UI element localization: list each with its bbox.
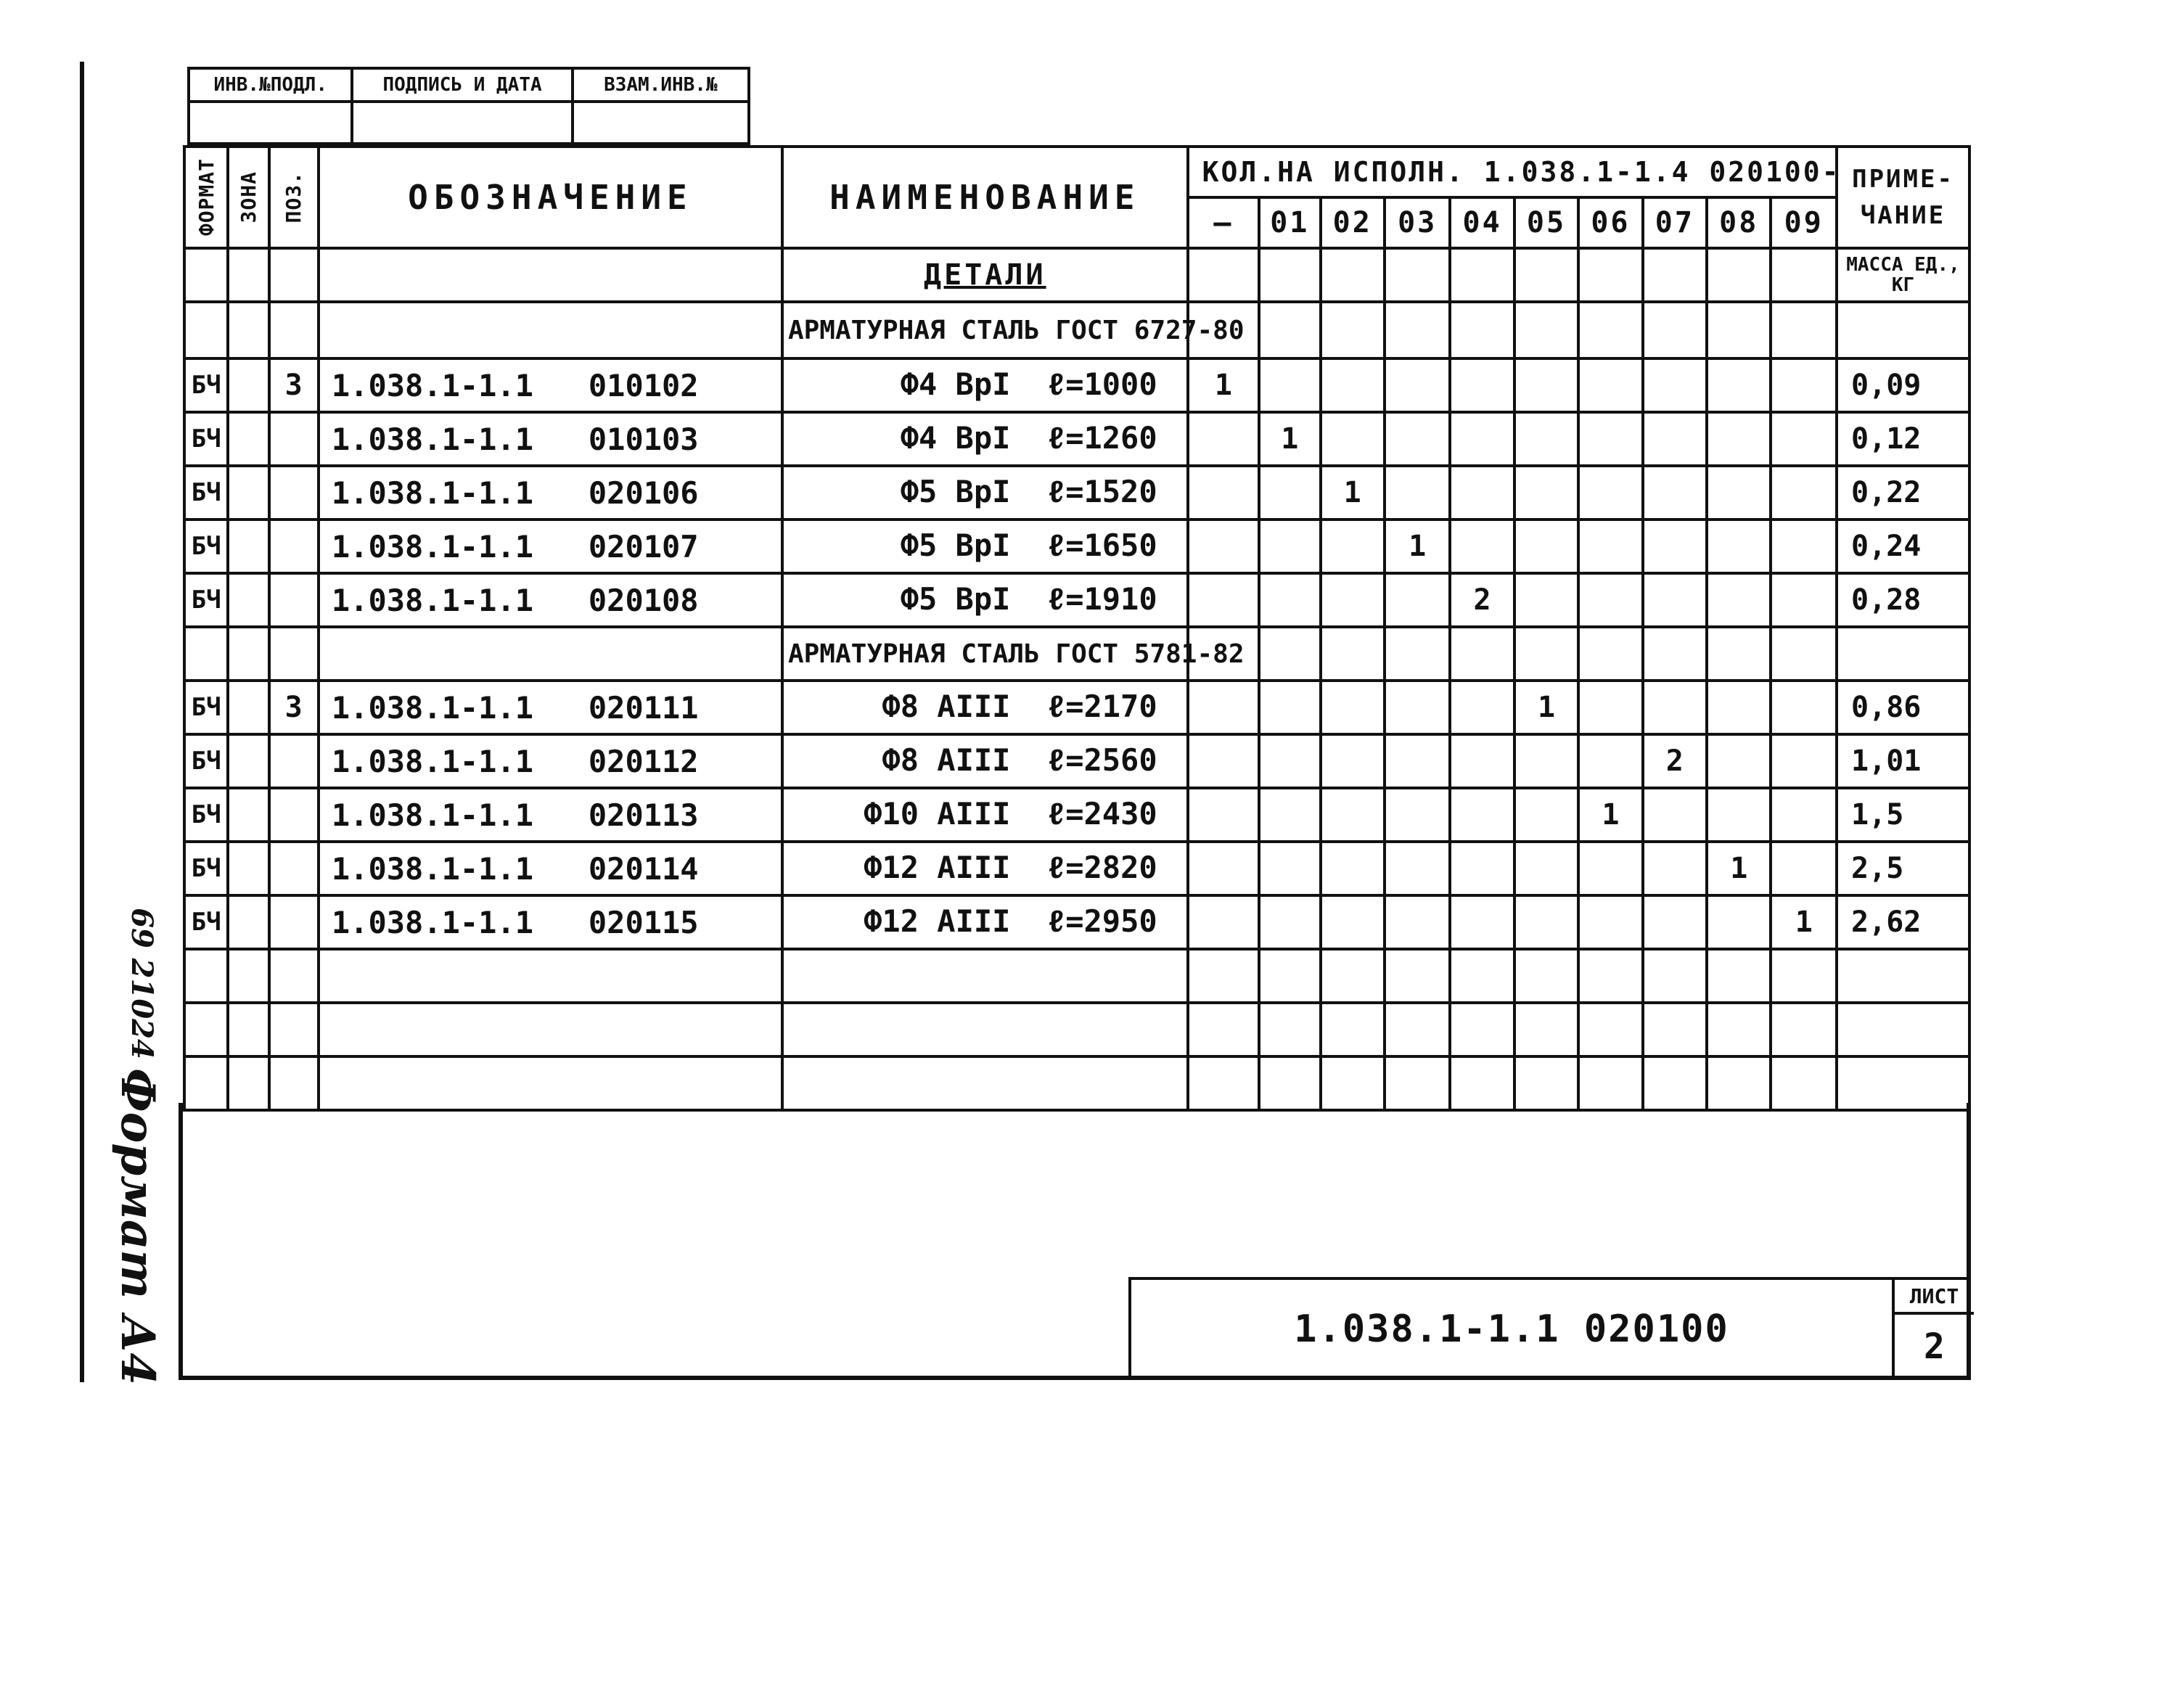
section-details-row <box>184 248 1969 302</box>
row-qty-empty <box>1259 681 1320 734</box>
row-qty-empty <box>1707 358 1771 412</box>
row-qty-empty <box>1771 573 1837 627</box>
row-qty-empty <box>1771 466 1837 520</box>
row-qty-empty <box>1450 842 1514 895</box>
row-qty-empty <box>1707 788 1771 842</box>
row-pos <box>269 734 319 788</box>
header-note-text: ПРИМЕ-ЧАНИЕ <box>1852 165 1954 230</box>
row-qty-empty <box>1514 573 1578 627</box>
row-mass: 0,09 <box>1837 358 1969 412</box>
row-mass: 1,01 <box>1837 734 1969 788</box>
row-qty-empty <box>1188 895 1259 949</box>
row-qty-empty <box>1707 412 1771 466</box>
row-qty-empty <box>1259 466 1320 520</box>
row-designation: 1.038.1-1.1 020107 <box>319 520 782 573</box>
section-details-text: ДЕТАЛИ <box>924 258 1046 292</box>
row-qty-empty <box>1450 520 1514 573</box>
row-format: БЧ <box>184 681 228 734</box>
row-format: БЧ <box>184 788 228 842</box>
header-note <box>1837 147 1969 248</box>
row-qty-empty <box>1578 358 1642 412</box>
row-zone <box>228 895 268 949</box>
row-qty-empty <box>1385 842 1450 895</box>
row-qty-empty <box>1188 734 1259 788</box>
header-variant-04: 04 <box>1450 197 1514 248</box>
stamp-inv-value <box>189 102 352 144</box>
row-designation: 1.038.1-1.1 020106 <box>319 466 782 520</box>
row-qty-empty <box>1450 895 1514 949</box>
row-qty-empty <box>1259 895 1320 949</box>
header-zone: ЗОНА <box>228 147 268 248</box>
row-qty-empty <box>1578 734 1642 788</box>
empty-row <box>184 1003 1969 1056</box>
row-zone <box>228 788 268 842</box>
row-mass: 2,62 <box>1837 895 1969 949</box>
row-name: Ф4 ВрI ℓ=1000 <box>782 358 1188 412</box>
row-qty-empty <box>1259 573 1320 627</box>
row-qty-empty <box>1321 895 1385 949</box>
sheet-box <box>1892 1280 1974 1379</box>
row-qty-empty <box>1385 573 1450 627</box>
row-qty-empty <box>1188 412 1259 466</box>
header-format: ФОРМАТ <box>184 147 228 248</box>
table-row <box>184 788 1969 842</box>
table-row <box>184 842 1969 895</box>
row-qty-empty <box>1259 842 1320 895</box>
row-qty-empty <box>1259 358 1320 412</box>
row-qty-empty <box>1707 895 1771 949</box>
row-qty-empty <box>1771 842 1837 895</box>
row-qty-empty <box>1514 788 1578 842</box>
row-format: БЧ <box>184 895 228 949</box>
header-variant-base: – <box>1188 197 1259 248</box>
frame-bottom-border <box>179 1376 1971 1380</box>
table-row <box>184 520 1969 573</box>
row-qty-empty <box>1578 842 1642 895</box>
row-format: БЧ <box>184 466 228 520</box>
row-zone <box>228 573 268 627</box>
row-qty-empty <box>1321 412 1385 466</box>
row-qty-empty <box>1707 734 1771 788</box>
row-qty-empty <box>1385 412 1450 466</box>
row-qty: 1 <box>1578 788 1642 842</box>
row-qty-empty <box>1514 895 1578 949</box>
row-pos: 3 <box>269 358 319 412</box>
row-format: БЧ <box>184 412 228 466</box>
row-qty-empty <box>1321 573 1385 627</box>
row-qty-empty <box>1188 842 1259 895</box>
table-row <box>184 358 1969 412</box>
stamp-replace-label: ВЗАМ.ИНВ.№ <box>573 68 749 102</box>
row-qty-empty <box>1643 573 1707 627</box>
row-zone <box>228 734 268 788</box>
row-designation: 1.038.1-1.1 020115 <box>319 895 782 949</box>
row-qty-empty <box>1771 520 1837 573</box>
row-mass: 0,24 <box>1837 520 1969 573</box>
section-steel-b: АРМАТУРНАЯ СТАЛЬ ГОСТ 5781-82 <box>782 627 1188 681</box>
row-format: БЧ <box>184 842 228 895</box>
section-steel-b-row <box>184 627 1969 681</box>
row-qty-empty <box>1450 358 1514 412</box>
row-name: Ф5 ВрI ℓ=1910 <box>782 573 1188 627</box>
row-qty: 1 <box>1188 358 1259 412</box>
stamp-replace-value <box>573 102 749 144</box>
row-qty: 1 <box>1259 412 1320 466</box>
row-pos <box>269 466 319 520</box>
row-format: БЧ <box>184 358 228 412</box>
row-qty: 1 <box>1385 520 1450 573</box>
row-qty-empty <box>1643 788 1707 842</box>
row-pos: 3 <box>269 681 319 734</box>
row-zone <box>228 358 268 412</box>
row-mass: 2,5 <box>1837 842 1969 895</box>
row-qty-empty <box>1643 895 1707 949</box>
row-qty-empty <box>1385 734 1450 788</box>
row-qty-empty <box>1771 788 1837 842</box>
row-mass: 0,28 <box>1837 573 1969 627</box>
row-zone <box>228 681 268 734</box>
row-zone <box>228 466 268 520</box>
row-qty: 1 <box>1707 842 1771 895</box>
header-row-1 <box>184 147 1969 197</box>
margin-format-note: Формат А4 <box>110 1067 165 1385</box>
row-qty-empty <box>1514 466 1578 520</box>
header-mass-text: МАССА ЕД., КГ <box>1846 254 1960 296</box>
row-name: Ф8 АIII ℓ=2170 <box>782 681 1188 734</box>
section-steel-a-row <box>184 302 1969 358</box>
row-mass: 0,86 <box>1837 681 1969 734</box>
row-qty-empty <box>1188 520 1259 573</box>
empty-row <box>184 949 1969 1003</box>
row-qty-empty <box>1450 788 1514 842</box>
row-qty: 2 <box>1450 573 1514 627</box>
stamp-signature-value <box>352 102 572 144</box>
row-name: Ф4 ВрI ℓ=1260 <box>782 412 1188 466</box>
row-designation: 1.038.1-1.1 010103 <box>319 412 782 466</box>
row-pos <box>269 520 319 573</box>
row-qty-empty <box>1578 681 1642 734</box>
row-qty-empty <box>1707 573 1771 627</box>
row-qty-empty <box>1707 466 1771 520</box>
row-name: Ф5 ВрI ℓ=1650 <box>782 520 1188 573</box>
row-mass: 1,5 <box>1837 788 1969 842</box>
stamp-signature-label: ПОДПИСЬ И ДАТА <box>352 68 572 102</box>
row-zone <box>228 520 268 573</box>
row-mass: 0,22 <box>1837 466 1969 520</box>
stamp-inv-label: ИНВ.№ПОДЛ. <box>189 68 352 102</box>
row-qty-empty <box>1450 466 1514 520</box>
row-qty-empty <box>1514 358 1578 412</box>
header-designation: ОБОЗНАЧЕНИЕ <box>319 147 782 248</box>
row-qty-empty <box>1771 412 1837 466</box>
row-designation: 1.038.1-1.1 020108 <box>319 573 782 627</box>
row-qty-empty <box>1578 520 1642 573</box>
row-qty: 1 <box>1771 895 1837 949</box>
table-row <box>184 412 1969 466</box>
row-designation: 1.038.1-1.1 020112 <box>319 734 782 788</box>
header-variant-07: 07 <box>1643 197 1707 248</box>
header-name: НАИМЕНОВАНИЕ <box>782 147 1188 248</box>
row-qty-empty <box>1643 520 1707 573</box>
margin-archive-code: 69 21024 <box>124 907 159 1059</box>
row-qty-empty <box>1321 358 1385 412</box>
row-qty-empty <box>1450 734 1514 788</box>
row-qty-empty <box>1259 734 1320 788</box>
row-qty-empty <box>1578 895 1642 949</box>
row-qty-empty <box>1643 412 1707 466</box>
row-qty-empty <box>1643 681 1707 734</box>
section-steel-a: АРМАТУРНАЯ СТАЛЬ ГОСТ 6727-80 <box>782 302 1188 358</box>
table-row <box>184 734 1969 788</box>
row-qty-empty <box>1385 358 1450 412</box>
header-variant-06: 06 <box>1578 197 1642 248</box>
row-qty-empty <box>1321 734 1385 788</box>
row-qty: 2 <box>1643 734 1707 788</box>
row-format: БЧ <box>184 573 228 627</box>
table-row <box>184 573 1969 627</box>
empty-row <box>184 1056 1969 1110</box>
header-variant-05: 05 <box>1514 197 1578 248</box>
left-margin-line <box>80 62 84 1382</box>
header-variant-02: 02 <box>1321 197 1385 248</box>
row-qty-empty <box>1707 520 1771 573</box>
row-format: БЧ <box>184 734 228 788</box>
row-zone <box>228 842 268 895</box>
row-qty-empty <box>1321 520 1385 573</box>
header-mass <box>1837 248 1969 302</box>
row-qty-empty <box>1450 681 1514 734</box>
row-qty-empty <box>1188 788 1259 842</box>
row-qty-empty <box>1385 895 1450 949</box>
row-qty-empty <box>1188 466 1259 520</box>
row-zone <box>228 412 268 466</box>
row-pos <box>269 788 319 842</box>
header-variant-09: 09 <box>1771 197 1837 248</box>
row-qty: 1 <box>1321 466 1385 520</box>
row-format: БЧ <box>184 520 228 573</box>
row-qty-empty <box>1385 788 1450 842</box>
row-name: Ф8 АIII ℓ=2560 <box>782 734 1188 788</box>
row-designation: 1.038.1-1.1 010102 <box>319 358 782 412</box>
frame-right-border <box>1967 1103 1971 1380</box>
row-mass: 0,12 <box>1837 412 1969 466</box>
title-block <box>1128 1277 1971 1379</box>
row-qty: 1 <box>1514 681 1578 734</box>
row-designation: 1.038.1-1.1 020114 <box>319 842 782 895</box>
row-pos <box>269 842 319 895</box>
header-pos: ПОЗ. <box>269 147 319 248</box>
row-qty-empty <box>1514 520 1578 573</box>
row-designation: 1.038.1-1.1 020111 <box>319 681 782 734</box>
sheet-number: 2 <box>1924 1326 1945 1367</box>
frame-left-border <box>179 1103 183 1380</box>
row-qty-empty <box>1514 412 1578 466</box>
row-qty-empty <box>1259 520 1320 573</box>
row-qty-empty <box>1321 788 1385 842</box>
row-qty-empty <box>1514 734 1578 788</box>
row-name: Ф12 АIII ℓ=2950 <box>782 895 1188 949</box>
header-variant-08: 08 <box>1707 197 1771 248</box>
row-qty-empty <box>1578 573 1642 627</box>
table-row <box>184 895 1969 949</box>
row-qty-empty <box>1707 681 1771 734</box>
table-row <box>184 681 1969 734</box>
stamp-table <box>187 67 750 145</box>
row-qty-empty <box>1188 573 1259 627</box>
row-qty-empty <box>1643 466 1707 520</box>
row-qty-empty <box>1321 842 1385 895</box>
header-variant-03: 03 <box>1385 197 1450 248</box>
row-qty-empty <box>1771 681 1837 734</box>
document-number: 1.038.1-1.1 020100 <box>1294 1307 1729 1351</box>
row-pos <box>269 573 319 627</box>
row-name: Ф10 АIII ℓ=2430 <box>782 788 1188 842</box>
row-qty-empty <box>1385 466 1450 520</box>
row-pos <box>269 412 319 466</box>
row-qty-empty <box>1578 412 1642 466</box>
row-qty-empty <box>1385 681 1450 734</box>
row-qty-empty <box>1450 412 1514 466</box>
row-qty-empty <box>1514 842 1578 895</box>
header-qty-title: КОЛ.НА ИСПОЛН. 1.038.1-1.4 020100- <box>1188 147 1837 197</box>
row-qty-empty <box>1643 358 1707 412</box>
row-name: Ф12 АIII ℓ=2820 <box>782 842 1188 895</box>
row-qty-empty <box>1259 788 1320 842</box>
row-qty-empty <box>1643 842 1707 895</box>
row-name: Ф5 ВрI ℓ=1520 <box>782 466 1188 520</box>
section-details <box>782 248 1188 302</box>
row-qty-empty <box>1771 734 1837 788</box>
row-qty-empty <box>1321 681 1385 734</box>
row-qty-empty <box>1771 358 1837 412</box>
row-qty-empty <box>1188 681 1259 734</box>
row-qty-empty <box>1578 466 1642 520</box>
row-designation: 1.038.1-1.1 020113 <box>319 788 782 842</box>
header-variant-01: 01 <box>1259 197 1320 248</box>
sheet-label: ЛИСТ <box>1895 1280 1974 1315</box>
table-row <box>184 466 1969 520</box>
specification-table <box>183 145 1971 1112</box>
row-pos <box>269 895 319 949</box>
